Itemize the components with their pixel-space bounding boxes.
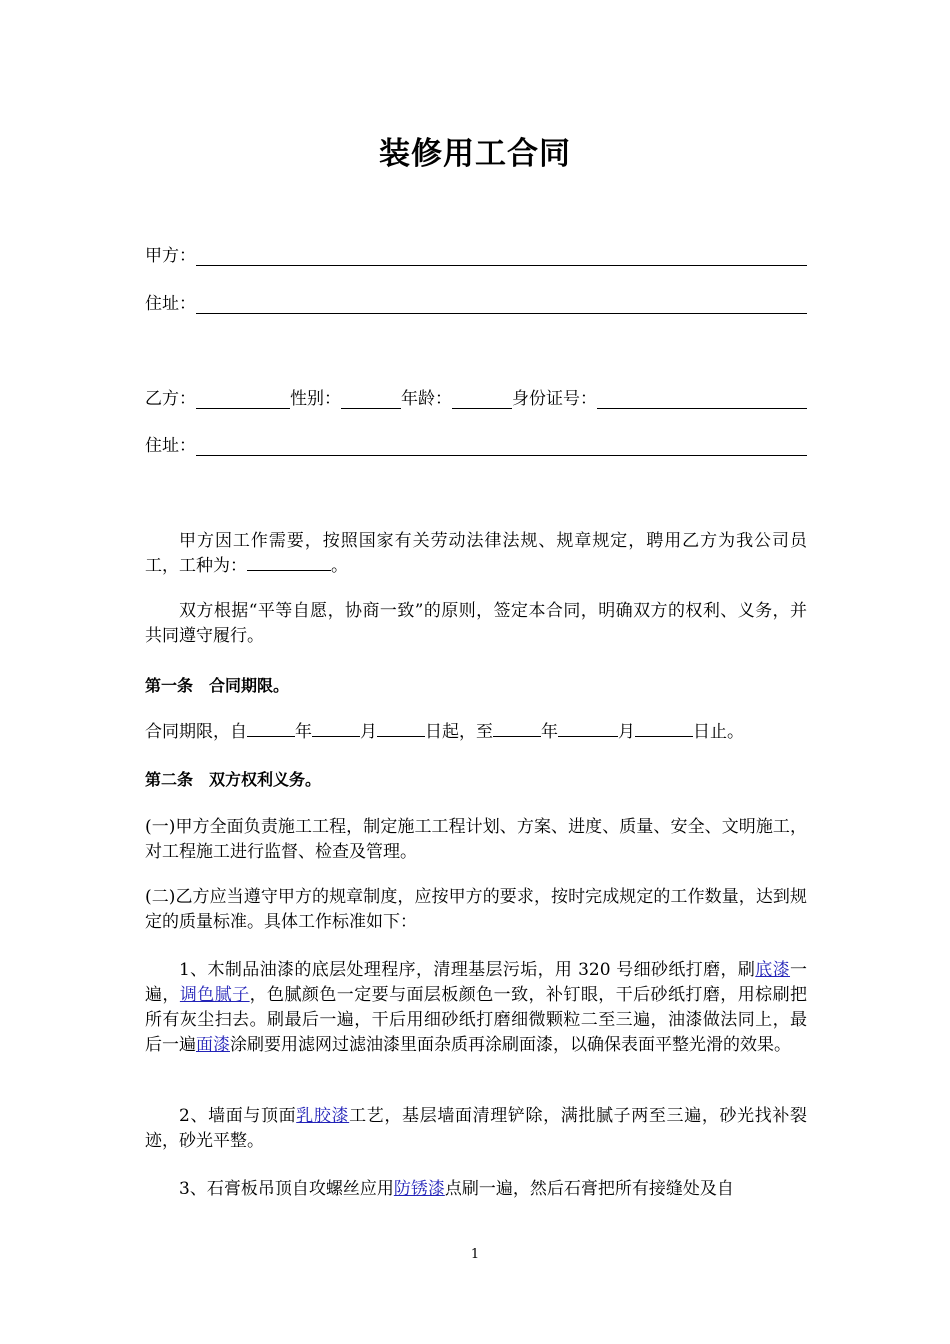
standard-1-text-b: 一遍，: [145, 960, 808, 1005]
contract-term-line: [145, 720, 807, 745]
article-2-item-1: (一)甲方全面负责施工工程，制定施工工程计划、方案、进度、质量、安全、文明施工，对工程施工进行监督、检查及管理。: [145, 817, 807, 862]
party-a-address-blank[interactable]: [196, 295, 807, 314]
intro-p1-end: 。: [331, 556, 348, 576]
party-b-id-label: 身份证号：: [512, 389, 597, 409]
party-b-age-blank[interactable]: [452, 390, 512, 409]
party-a-row: [145, 240, 807, 266]
end-day-blank[interactable]: [635, 720, 693, 737]
article-1-heading: 第一条 合同期限。: [145, 676, 290, 695]
party-b-row: [145, 383, 807, 409]
start-year-label: 年: [295, 722, 312, 742]
standard-3: [145, 1177, 807, 1202]
start-month-label: 月: [360, 722, 377, 742]
end-day-label: 日止。: [693, 722, 744, 742]
link-tinted-putty[interactable]: 调色腻子: [179, 985, 250, 1005]
intro-paragraph-2: 双方根据“平等自愿，协商一致”的原则，签定本合同，明确双方的权利、义务，并共同遵守履行。: [145, 601, 807, 646]
link-topcoat[interactable]: 面漆: [196, 1035, 230, 1055]
link-primer[interactable]: 底漆: [755, 960, 791, 980]
start-month-blank[interactable]: [312, 720, 360, 737]
end-month-label: 月: [618, 722, 635, 742]
party-b-gender-blank[interactable]: [341, 390, 401, 409]
link-latex-paint[interactable]: 乳胶漆: [296, 1106, 350, 1126]
start-year-blank[interactable]: [247, 720, 295, 737]
party-b-id-blank[interactable]: [597, 390, 807, 409]
party-a-address-label: 住址：: [145, 294, 196, 314]
standard-2-text-b: 工艺，基层墙面清理铲除，满批腻子两至三遍，砂光找补裂迹，砂光平整。: [145, 1106, 807, 1151]
standard-3-text-a: 3、石膏板吊顶自攻螺丝应用: [179, 1179, 394, 1199]
page-number: 1: [470, 1247, 480, 1262]
intro-paragraph-1: [145, 529, 807, 579]
party-b-name-blank[interactable]: [196, 390, 290, 409]
end-month-blank[interactable]: [558, 720, 618, 737]
end-year-blank[interactable]: [493, 720, 541, 737]
link-antirust-paint[interactable]: 防锈漆: [393, 1179, 445, 1199]
page-title: 装修用工合同: [379, 136, 571, 172]
standard-2-text-a: 2、墙面与顶面: [179, 1106, 297, 1126]
intro-p1-text: 甲方因工作需要，按照国家有关劳动法律法规、规章规定，聘用乙方为我公司员工，工种为：: [145, 531, 807, 576]
standard-3-text-b: 点刷一遍，然后石膏把所有接缝处及自: [444, 1179, 734, 1199]
start-day-label: 日起，至: [425, 722, 493, 742]
party-a-address-row: [145, 288, 807, 314]
party-b-gender-label: 性别：: [290, 389, 341, 409]
start-day-blank[interactable]: [377, 720, 425, 737]
article-2-item-2: (二)乙方应当遵守甲方的规章制度，应按甲方的要求，按时完成规定的工作数量，达到规定的质量标准。具体工作标准如下：: [145, 887, 807, 932]
end-year-label: 年: [541, 722, 558, 742]
party-b-address-blank[interactable]: [196, 437, 807, 456]
standard-1-text-d: 涂刷要用滤网过滤油漆里面杂质再涂刷面漆，以确保表面平整光滑的效果。: [230, 1035, 791, 1055]
party-b-age-label: 年龄：: [401, 389, 452, 409]
standard-1: [145, 958, 807, 1058]
standard-1-text-a: 1、木制品油漆的底层处理程序，清理基层污垢，用 320 号细砂纸打磨，刷: [179, 960, 756, 980]
job-type-blank[interactable]: [247, 554, 331, 571]
term-prefix: 合同期限，自: [145, 722, 247, 742]
party-a-blank[interactable]: [196, 247, 807, 266]
party-b-label: 乙方：: [145, 389, 196, 409]
party-b-address-label: 住址：: [145, 436, 196, 456]
article-2-heading: 第二条 双方权利义务。: [145, 770, 322, 789]
standard-1-text-c: ，色腻颜色一定要与面层板颜色一致，补钉眼，干后砂纸打磨，用棕刷把所有灰尘扫去。刷最后一遍，干后用细砂纸打磨细微颗粒二至三遍，油漆做法同上，最后一遍: [145, 985, 808, 1055]
party-a-label: 甲方：: [145, 246, 196, 266]
party-b-address-row: [145, 430, 807, 456]
standard-2: [145, 1104, 807, 1154]
